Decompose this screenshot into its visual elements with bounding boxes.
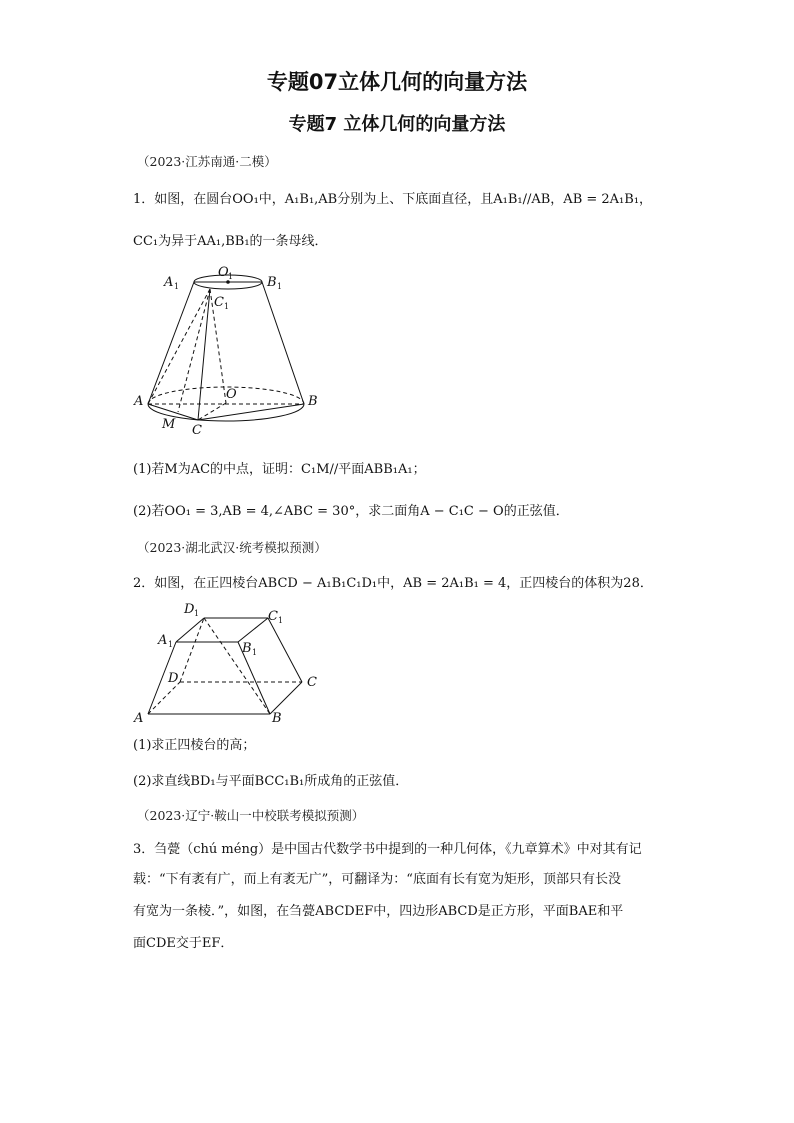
label-B1-sub: 1 xyxy=(252,648,258,657)
frustum-pyramid-figure xyxy=(130,598,330,728)
document-subtitle: 专题7 立体几何的向量方法 xyxy=(288,114,506,135)
frustum-cone-figure xyxy=(130,262,330,442)
label-A: A xyxy=(134,711,144,726)
document-title: 专题07立体几何的向量方法 xyxy=(266,70,528,94)
problem-3-line-2: 载：“下有袤有广，而上有袤无广”，可翻译为：“底面有长有宽为矩形，顶部只有长没 xyxy=(133,872,621,887)
problem-3-line-4: 面CDE交于EF． xyxy=(133,936,234,951)
label-O1-sub: 1 xyxy=(228,272,234,281)
label-A1: A xyxy=(158,633,168,648)
generatrix-left xyxy=(148,282,194,404)
label-B: B xyxy=(308,394,318,409)
generatrix-right xyxy=(262,282,304,404)
label-A1-sub: 1 xyxy=(174,282,180,291)
label-B1: B xyxy=(267,275,277,290)
label-C1: C xyxy=(214,295,224,310)
label-C: C xyxy=(307,675,317,690)
label-C: C xyxy=(192,423,202,438)
problem-2-source: （2023·湖北武汉·统考模拟预测） xyxy=(137,540,327,555)
problem-1-question-2: (2)若OO₁ = 3,AB = 4,∠ABC = 30°，求二面角A − C₁C − O的正弦值． xyxy=(133,504,569,519)
label-B1: B xyxy=(242,641,252,656)
problem-3-line-3: 有宽为一条棱．”，如图，在刍甍ABCDEF中，四边形ABCD是正方形，平面BAE和平 xyxy=(133,904,624,919)
label-C1-sub: 1 xyxy=(278,616,284,625)
label-A1: A xyxy=(164,275,174,290)
problem-2-line-1: 2．如图，在正四棱台ABCD − A₁B₁C₁D₁中，AB = 2A₁B₁ = 4，正四棱台的体积为28． xyxy=(133,576,653,591)
problem-1-line-2: CC₁为异于AA₁,BB₁的一条母线． xyxy=(133,234,328,249)
problem-3-line-1: 3．刍甍（chú méng）是中国古代数学书中提到的一种几何体，《九章算术》中对其有记 xyxy=(133,842,642,857)
label-O1: O xyxy=(218,265,229,280)
problem-1-question-1: (1)若M为AC的中点，证明：C₁M//平面ABB₁A₁； xyxy=(133,462,426,477)
label-C1: C xyxy=(268,609,278,624)
label-A: A xyxy=(134,394,144,409)
problem-2-question-1: (1)求正四棱台的高； xyxy=(133,738,256,753)
problem-2-question-2: (2)求直线BD₁与平面BCC₁B₁所成角的正弦值． xyxy=(133,774,409,789)
label-A1-sub: 1 xyxy=(168,640,174,649)
label-D1-sub: 1 xyxy=(194,609,200,618)
label-B: B xyxy=(272,711,282,726)
label-M: M xyxy=(162,417,176,432)
label-D1: D xyxy=(184,602,195,617)
label-C1-sub: 1 xyxy=(224,302,230,311)
problem-1-source: （2023·江苏南通·二模） xyxy=(137,154,277,169)
problem-1-line-1: 1．如图，在圆台OO₁中，A₁B₁,AB分别为上、下底面直径，且A₁B₁//AB，AB = 2A₁B₁， xyxy=(133,192,653,207)
problem-3-source: （2023·辽宁·鞍山一中校联考模拟预测） xyxy=(137,808,365,823)
label-D: D xyxy=(168,671,179,686)
label-B1-sub: 1 xyxy=(277,282,283,291)
label-O: O xyxy=(226,387,237,402)
